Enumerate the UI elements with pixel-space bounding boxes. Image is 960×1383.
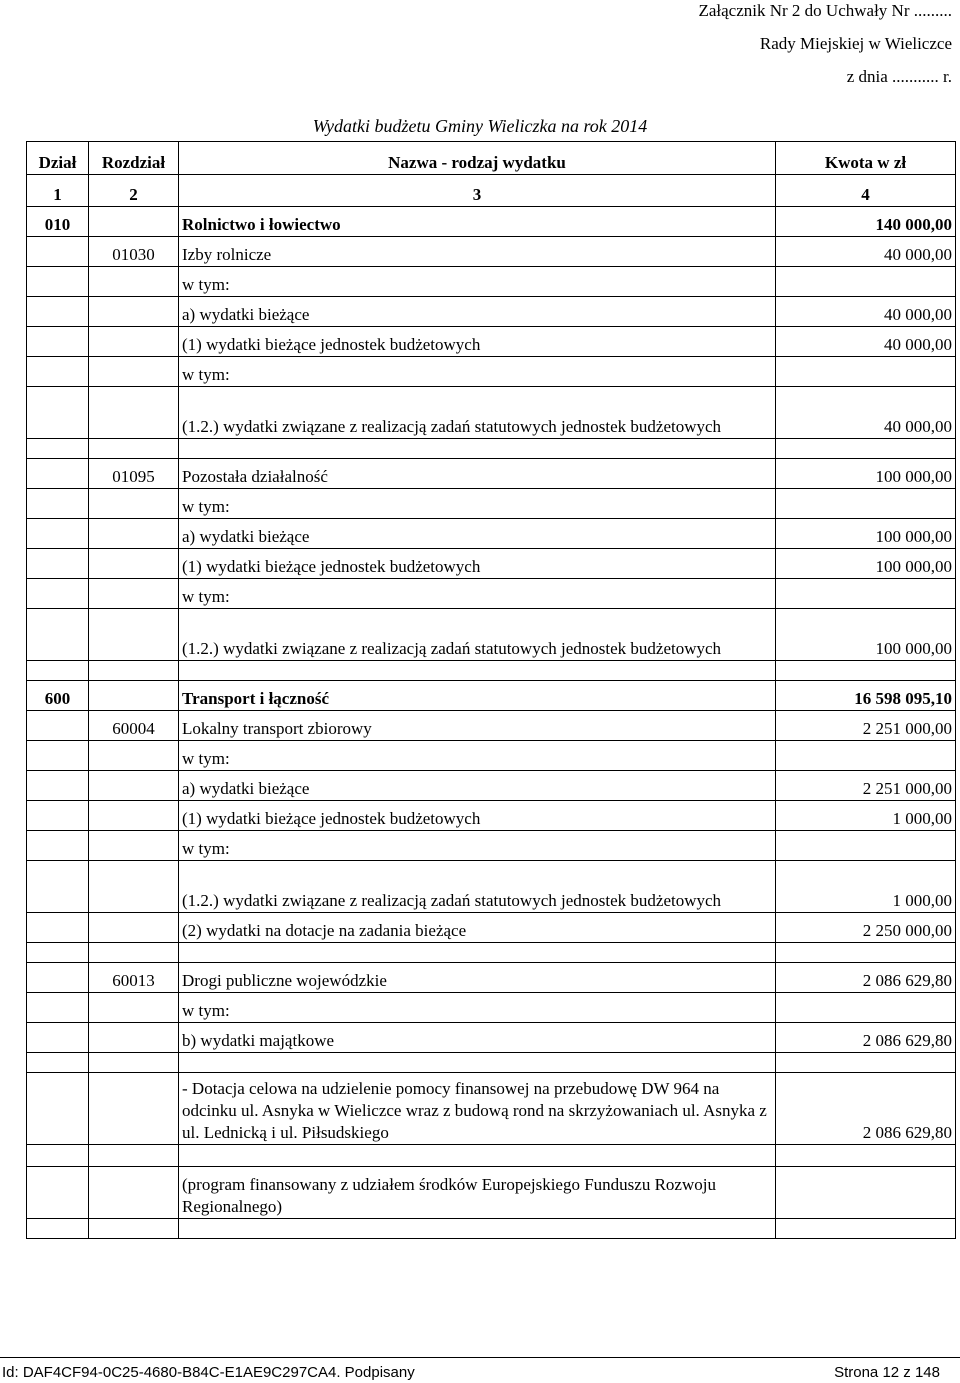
cell-rozdzial [89, 943, 179, 963]
cell-rozdzial [89, 861, 179, 913]
cell-dzial [27, 1073, 89, 1145]
table-row [27, 357, 956, 387]
cell-kwota [776, 489, 956, 519]
cell-kwota: 140 000,00 [776, 207, 956, 237]
table-row [27, 801, 956, 831]
cell-dzial [27, 1167, 89, 1219]
table-row [27, 1167, 956, 1219]
cell-kwota: 40 000,00 [776, 387, 956, 439]
cell-kwota: 40 000,00 [776, 327, 956, 357]
cell-nazwa: b) wydatki majątkowe [179, 1023, 776, 1053]
cell-kwota [776, 993, 956, 1023]
cell-nazwa: Lokalny transport zbiorowy [179, 711, 776, 741]
cell-rozdzial [89, 831, 179, 861]
cell-kwota: 100 000,00 [776, 549, 956, 579]
cell-rozdzial [89, 1167, 179, 1219]
table-row [27, 207, 956, 237]
cell-rozdzial [89, 609, 179, 661]
table-row [27, 943, 956, 963]
cell-dzial [27, 297, 89, 327]
cell-dzial [27, 459, 89, 489]
cell-nazwa: w tym: [179, 831, 776, 861]
table-row [27, 861, 956, 913]
cell-nazwa: (1) wydatki bieżące jednostek budżetowych [179, 549, 776, 579]
cell-kwota: 2 086 629,80 [776, 1023, 956, 1053]
cell-rozdzial [89, 913, 179, 943]
date-line: z dnia ........... r. [846, 67, 952, 86]
cell-nazwa: (1.2.) wydatki związane z realizacją zadań statutowych jednostek budżetowych [179, 609, 776, 661]
cell-rozdzial [89, 207, 179, 237]
table-row [27, 1219, 956, 1239]
attachment-title: Załącznik Nr 2 do Uchwały Nr ......... [698, 1, 952, 20]
cell-dzial [27, 439, 89, 459]
cell-nazwa: (1.2.) wydatki związane z realizacją zadań statutowych jednostek budżetowych [179, 387, 776, 439]
cell-nazwa [179, 1053, 776, 1073]
cell-kwota [776, 741, 956, 771]
cell-nazwa: Transport i łączność [179, 681, 776, 711]
cell-kwota: 100 000,00 [776, 459, 956, 489]
cell-rozdzial [89, 741, 179, 771]
cell-dzial [27, 1219, 89, 1239]
col-header-kwota: Kwota w zł [776, 142, 956, 175]
cell-nazwa: w tym: [179, 741, 776, 771]
cell-rozdzial [89, 357, 179, 387]
table-row [27, 297, 956, 327]
cell-dzial [27, 519, 89, 549]
cell-rozdzial [89, 327, 179, 357]
cell-rozdzial [89, 439, 179, 459]
cell-nazwa: (1) wydatki bieżące jednostek budżetowych [179, 801, 776, 831]
cell-dzial [27, 913, 89, 943]
cell-rozdzial [89, 297, 179, 327]
table-row [27, 267, 956, 297]
cell-dzial: 010 [27, 207, 89, 237]
cell-kwota: 16 598 095,10 [776, 681, 956, 711]
cell-nazwa [179, 661, 776, 681]
cell-dzial [27, 831, 89, 861]
cell-nazwa: (1) wydatki bieżące jednostek budżetowych [179, 327, 776, 357]
cell-nazwa: w tym: [179, 357, 776, 387]
table-row [27, 327, 956, 357]
cell-rozdzial [89, 549, 179, 579]
table-header-row [27, 142, 956, 175]
cell-rozdzial [89, 1145, 179, 1167]
cell-dzial [27, 609, 89, 661]
table-row [27, 681, 956, 711]
document-title: Wydatki budżetu Gminy Wieliczka na rok 2014 [312, 116, 648, 136]
cell-dzial [27, 1145, 89, 1167]
cell-dzial [27, 661, 89, 681]
cell-dzial [27, 943, 89, 963]
cell-nazwa: w tym: [179, 579, 776, 609]
cell-kwota [776, 1053, 956, 1073]
table-row [27, 459, 956, 489]
cell-nazwa: Pozostała działalność [179, 459, 776, 489]
table-row [27, 661, 956, 681]
budget-table [26, 141, 956, 1239]
cell-nazwa: w tym: [179, 993, 776, 1023]
cell-kwota [776, 1219, 956, 1239]
cell-dzial [27, 1023, 89, 1053]
cell-dzial [27, 489, 89, 519]
cell-kwota: 1 000,00 [776, 861, 956, 913]
cell-rozdzial: 01095 [89, 459, 179, 489]
cell-dzial [27, 771, 89, 801]
cell-rozdzial: 60004 [89, 711, 179, 741]
cell-dzial [27, 801, 89, 831]
cell-nazwa: Izby rolnicze [179, 237, 776, 267]
table-row [27, 1073, 956, 1145]
table-row [27, 489, 956, 519]
cell-kwota: 2 251 000,00 [776, 711, 956, 741]
cell-rozdzial [89, 1073, 179, 1145]
cell-rozdzial [89, 1053, 179, 1073]
cell-dzial [27, 549, 89, 579]
cell-kwota: 100 000,00 [776, 609, 956, 661]
table-row [27, 711, 956, 741]
cell-kwota [776, 439, 956, 459]
cell-nazwa: - Dotacja celowa na udzielenie pomocy finansowej na przebudowę DW 964 na odcinku ul. Asnyka w Wieliczce wraz z budową rond na skrzyżowaniach ul. Asnyka z ul. Lednicką i ul. Piłsudskiego [179, 1073, 776, 1145]
cell-nazwa: a) wydatki bieżące [179, 297, 776, 327]
table-row [27, 609, 956, 661]
cell-rozdzial [89, 519, 179, 549]
table-row [27, 1145, 956, 1167]
cell-rozdzial: 01030 [89, 237, 179, 267]
cell-dzial [27, 327, 89, 357]
col-number: 4 [776, 175, 956, 207]
table-row [27, 1053, 956, 1073]
cell-dzial [27, 963, 89, 993]
cell-rozdzial [89, 661, 179, 681]
cell-rozdzial [89, 1023, 179, 1053]
cell-nazwa: w tym: [179, 489, 776, 519]
cell-kwota [776, 1167, 956, 1219]
col-number: 2 [89, 175, 179, 207]
cell-dzial [27, 357, 89, 387]
table-row [27, 771, 956, 801]
table-row [27, 439, 956, 459]
cell-kwota [776, 943, 956, 963]
cell-nazwa [179, 439, 776, 459]
cell-nazwa [179, 1145, 776, 1167]
cell-kwota [776, 579, 956, 609]
col-number: 1 [27, 175, 89, 207]
cell-dzial [27, 1053, 89, 1073]
cell-dzial [27, 711, 89, 741]
col-header-nazwa: Nazwa - rodzaj wydatku [179, 142, 776, 175]
cell-kwota [776, 1145, 956, 1167]
table-row [27, 579, 956, 609]
cell-kwota [776, 831, 956, 861]
table-row [27, 237, 956, 267]
cell-nazwa: (program finansowany z udziałem środków Europejskiego Funduszu Rozwoju Regionalnego) [179, 1167, 776, 1219]
cell-dzial [27, 387, 89, 439]
cell-nazwa [179, 943, 776, 963]
cell-kwota: 2 086 629,80 [776, 963, 956, 993]
cell-rozdzial [89, 579, 179, 609]
table-row [27, 913, 956, 943]
cell-rozdzial [89, 801, 179, 831]
footer-divider [0, 1357, 960, 1358]
cell-nazwa: w tym: [179, 267, 776, 297]
cell-nazwa: (1.2.) wydatki związane z realizacją zadań statutowych jednostek budżetowych [179, 861, 776, 913]
page-number: Strona 12 z 148 [834, 1364, 940, 1381]
cell-rozdzial [89, 489, 179, 519]
cell-kwota [776, 267, 956, 297]
cell-kwota [776, 357, 956, 387]
cell-rozdzial [89, 387, 179, 439]
cell-dzial [27, 267, 89, 297]
table-row [27, 831, 956, 861]
col-number: 3 [179, 175, 776, 207]
cell-kwota: 100 000,00 [776, 519, 956, 549]
cell-kwota: 1 000,00 [776, 801, 956, 831]
cell-nazwa: (2) wydatki na dotacje na zadania bieżące [179, 913, 776, 943]
council-name: Rady Miejskiej w Wieliczce [759, 34, 952, 53]
cell-kwota: 40 000,00 [776, 297, 956, 327]
table-row [27, 963, 956, 993]
cell-nazwa: Drogi publiczne wojewódzkie [179, 963, 776, 993]
document-id: Id: DAF4CF94-0C25-4680-B84C-E1AE9C297CA4. Podpisany [2, 1364, 415, 1381]
cell-kwota: 2 250 000,00 [776, 913, 956, 943]
cell-rozdzial [89, 267, 179, 297]
cell-rozdzial [89, 771, 179, 801]
cell-kwota: 2 086 629,80 [776, 1073, 956, 1145]
cell-nazwa: a) wydatki bieżące [179, 519, 776, 549]
table-row [27, 387, 956, 439]
cell-rozdzial [89, 993, 179, 1023]
table-row [27, 519, 956, 549]
cell-kwota: 2 251 000,00 [776, 771, 956, 801]
cell-rozdzial [89, 1219, 179, 1239]
cell-dzial: 600 [27, 681, 89, 711]
cell-dzial [27, 579, 89, 609]
cell-dzial [27, 861, 89, 913]
cell-nazwa: a) wydatki bieżące [179, 771, 776, 801]
col-header-dzial: Dział [27, 142, 89, 175]
cell-rozdzial [89, 681, 179, 711]
cell-nazwa [179, 1219, 776, 1239]
table-row [27, 549, 956, 579]
table-row [27, 1023, 956, 1053]
cell-rozdzial: 60013 [89, 963, 179, 993]
cell-kwota [776, 661, 956, 681]
cell-dzial [27, 993, 89, 1023]
column-number-row [27, 175, 956, 207]
cell-dzial [27, 237, 89, 267]
cell-kwota: 40 000,00 [776, 237, 956, 267]
table-row [27, 993, 956, 1023]
table-row [27, 741, 956, 771]
cell-nazwa: Rolnictwo i łowiectwo [179, 207, 776, 237]
cell-dzial [27, 741, 89, 771]
col-header-rozdzial: Rozdział [89, 142, 179, 175]
